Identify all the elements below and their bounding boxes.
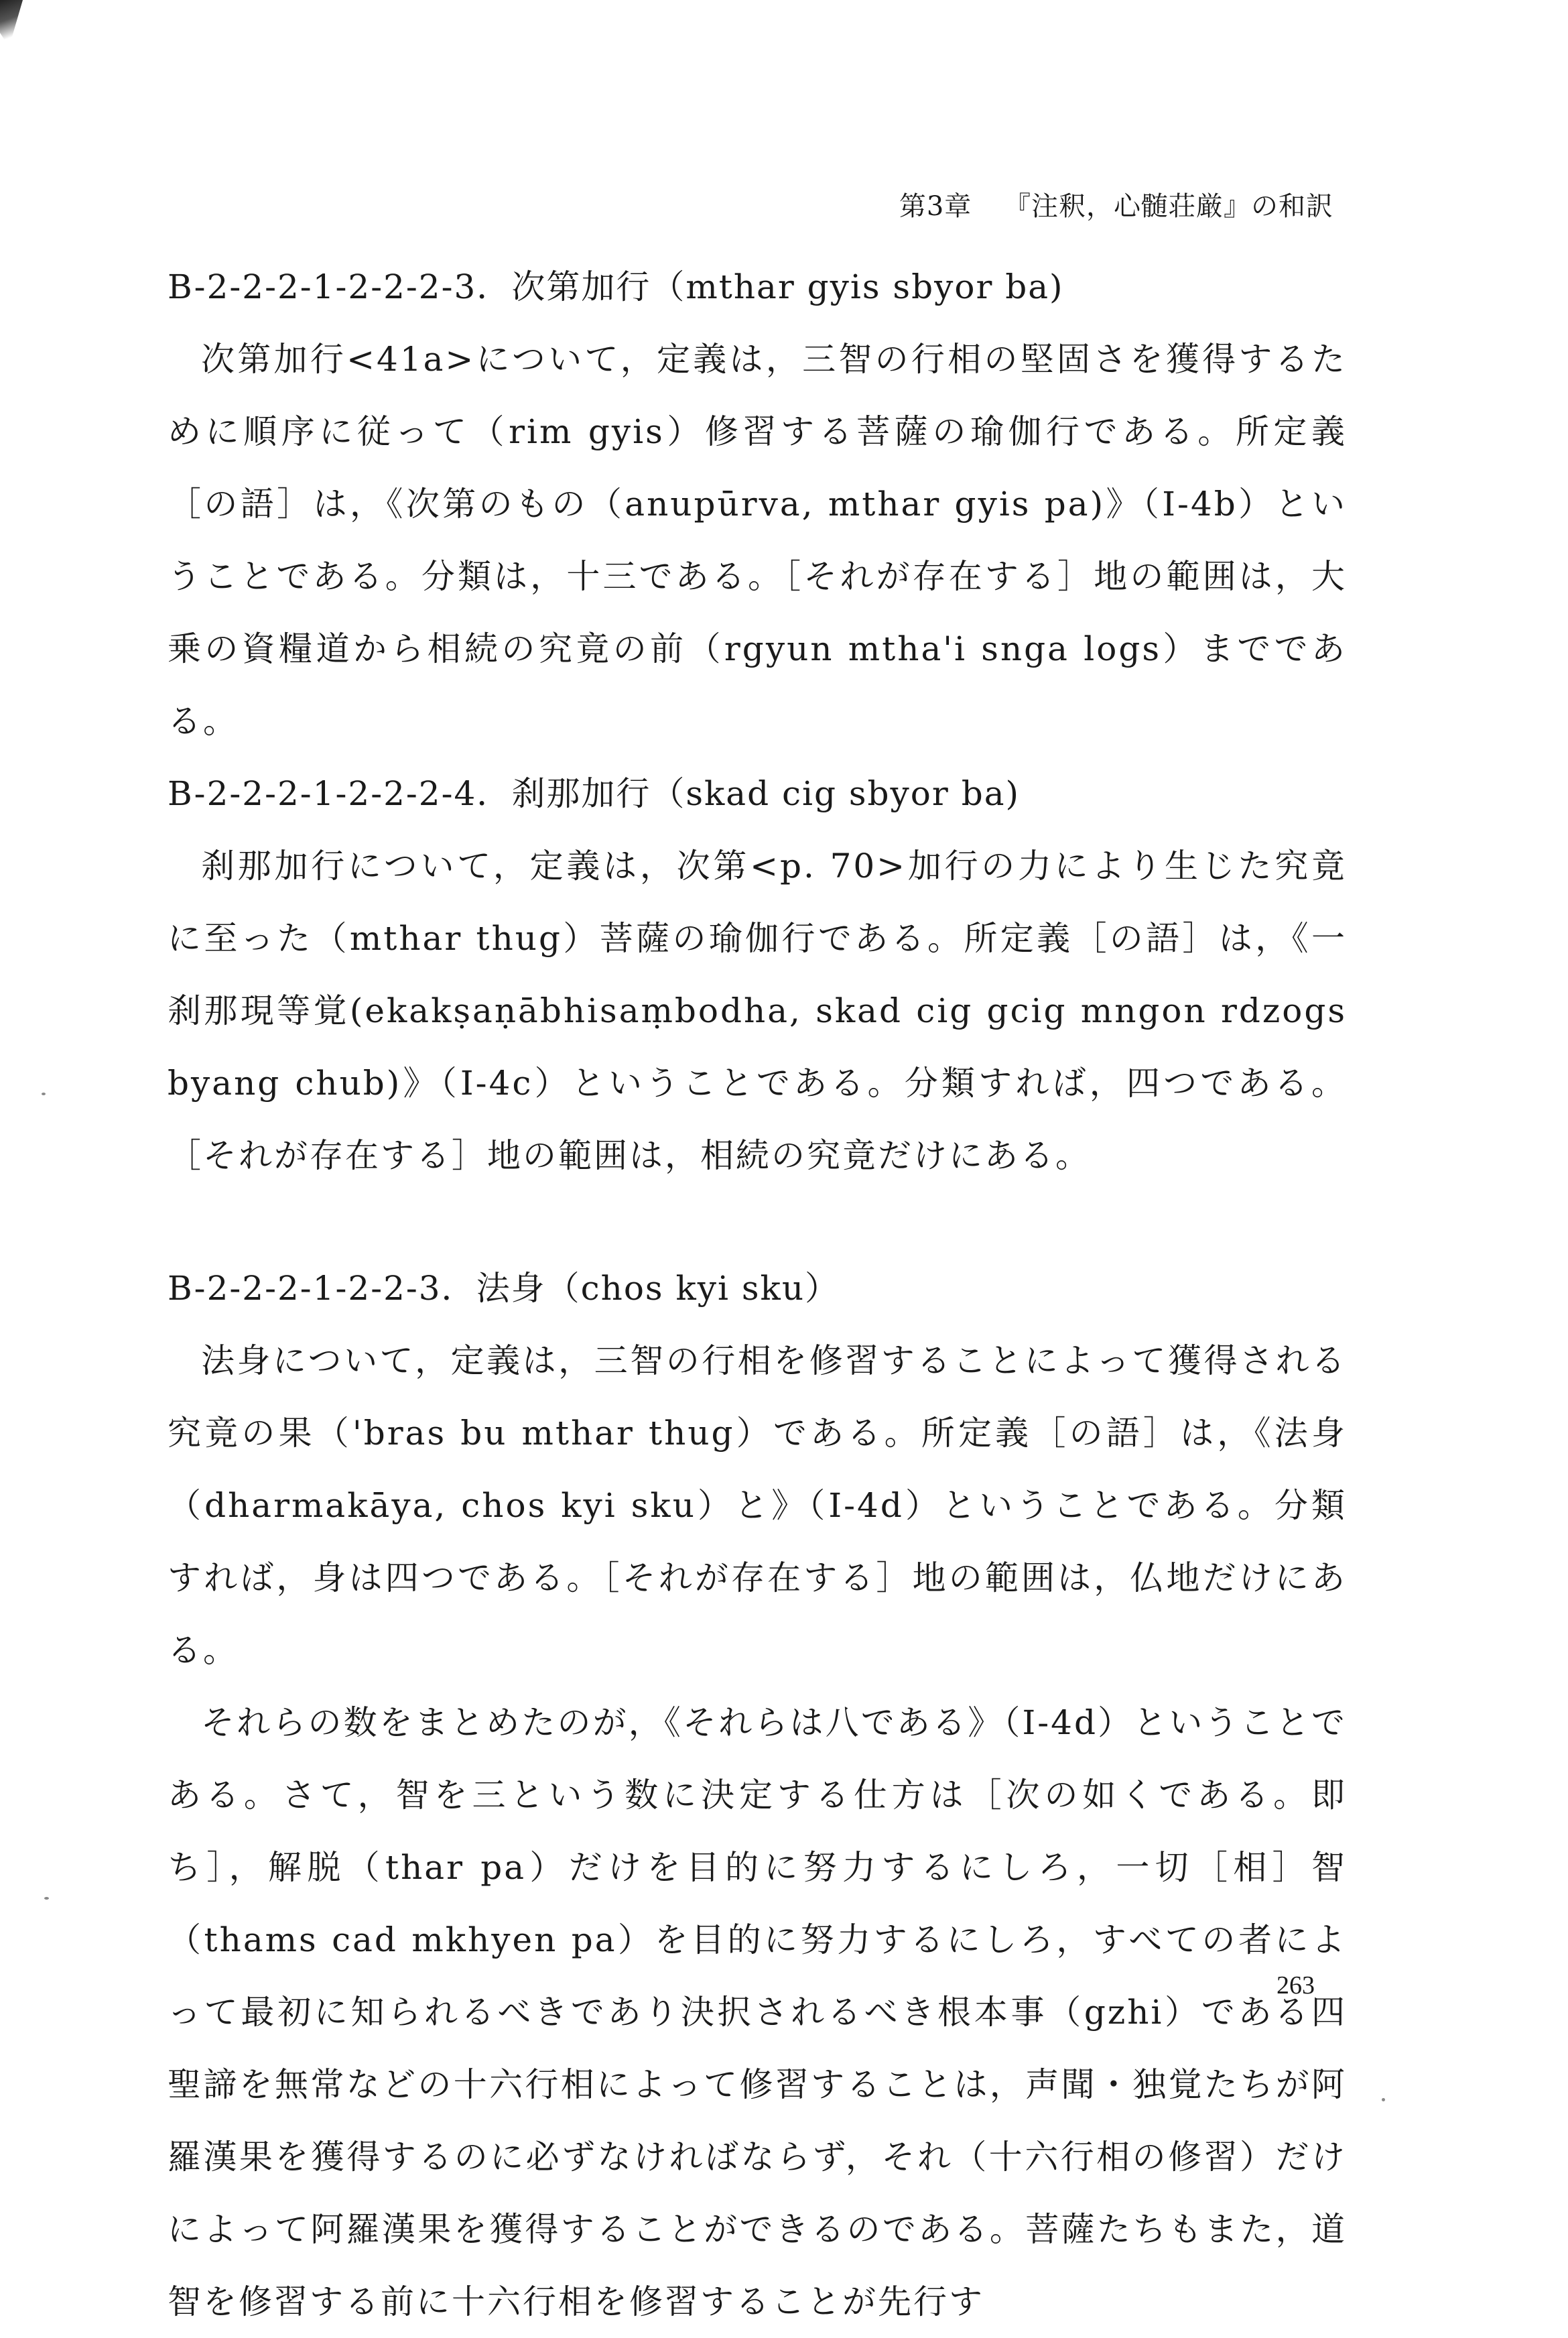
chapter-label: 第3章: [899, 191, 972, 222]
page-number: 263: [1277, 1971, 1315, 1999]
body-paragraph: 刹那加行について，定義は，次第<p. 70>加行の力により生じた究竟に至った（mthar thug）菩薩の瑜伽行である。所定義［の語］は，《一刹那現等覚(ekakṣaṇābhisaṃbodha, skad cig gcig mngon rdzogs byang chub)》（I-4c）ということである。分類すれば，四つである。［それが存在する］地の範囲は，相続の究竟だけにある。: [168, 847, 1347, 1175]
scan-speck: [44, 1897, 49, 1900]
body-paragraph: それらの数をまとめたのが，《それらは八である》（I-4d）ということである。さて，智を三という数に決定する仕方は［次の如くである。即ち］，解脱（thar pa）だけを目的に努力するにしろ，一切［相］智（thams cad mkhyen pa）を目的に努力するにしろ，すべての者によって最初に知られるべきであり決択されるべき根本事（gzhi）である四聖諦を無常などの十六行相によって修習することは，声聞・独覚たちが阿羅漢果を獲得するのに必ずなければならず，それ（十六行相の修習）だけによって阿羅漢果を獲得することができるのである。菩薩たちもまた，道智を修習する前に十六行相を修習することが先行す: [168, 1703, 1347, 2321]
section-heading: B-2-2-2-1-2-2-2-3．次第加行（mthar gyis sbyor ba): [168, 267, 1064, 306]
page-body: [168, 251, 1347, 2338]
scan-speck: [1382, 2098, 1385, 2101]
chapter-title: 『注釈，心髄荘厳』の和訳: [1004, 191, 1333, 222]
running-header: [899, 185, 1333, 223]
scan-speck: [42, 1093, 46, 1095]
body-paragraph: 次第加行<41a>について，定義は，三智の行相の堅固さを獲得するために順序に従って（rim gyis）修習する菩薩の瑜伽行である。所定義［の語］は，《次第のもの（anupūrva, mthar gyis pa)》（I-4b）ということである。分類は，十三である。［それが存在する］地の範囲は，大乗の資糧道から相続の究竟の前（rgyun mtha'i snga logs）までである。: [168, 340, 1347, 741]
section-gap: [168, 1192, 1347, 1252]
section-heading: B-2-2-2-1-2-2-3．法身（chos kyi sku）: [168, 1269, 840, 1308]
body-paragraph: 法身について，定義は，三智の行相を修習することによって獲得される究竟の果（'bras bu mthar thug）である。所定義［の語］は，《法身（dharmakāya, chos kyi sku）と》（I-4d）ということである。分類すれば，身は四つである。［それが存在する］地の範囲は，仏地だけにある。: [168, 1341, 1347, 1670]
section-heading: B-2-2-2-1-2-2-2-4．刹那加行（skad cig sbyor ba): [168, 774, 1021, 813]
scan-edge-mark: [0, 0, 23, 47]
